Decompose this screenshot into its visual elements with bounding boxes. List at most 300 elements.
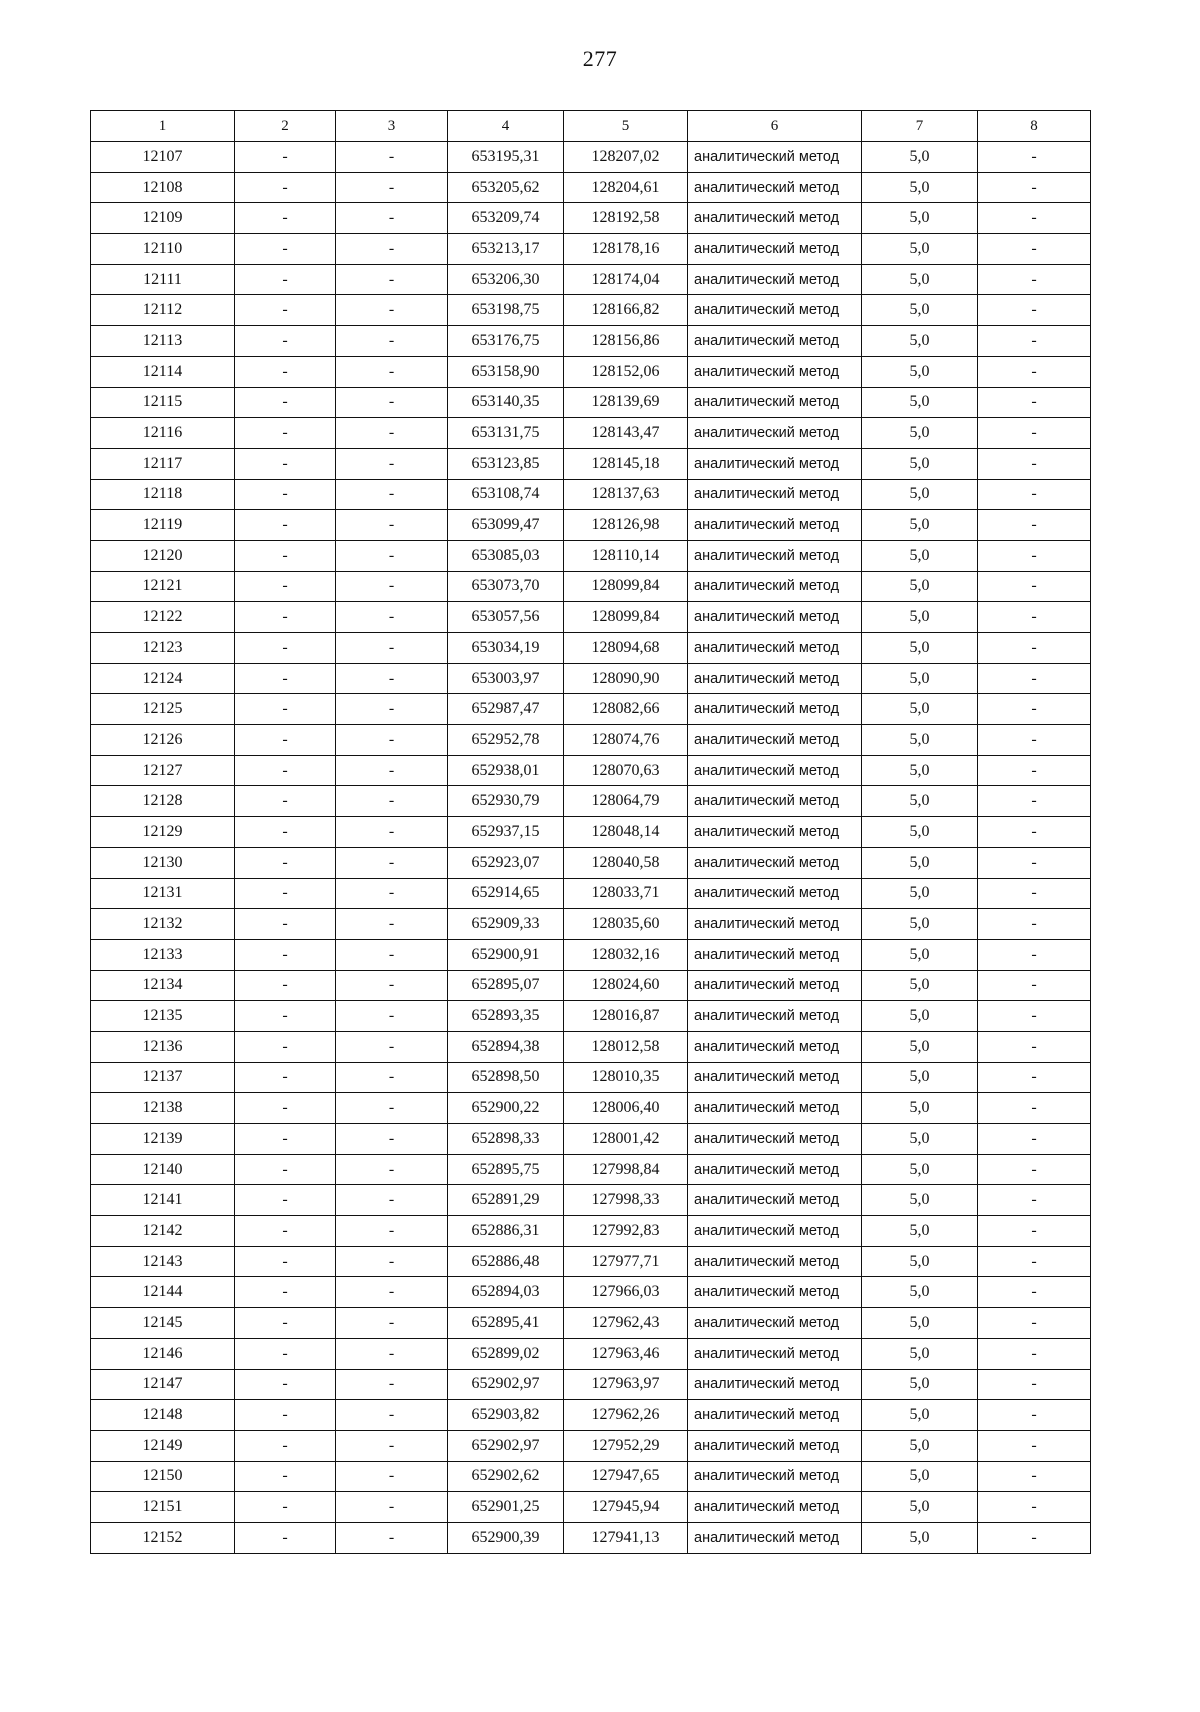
y-coordinate-cell: 128006,40 [564,1093,688,1124]
method-cell: аналитический метод [688,540,862,571]
method-cell: аналитический метод [688,203,862,234]
col3-cell: - [336,725,448,756]
col8-cell: - [978,1031,1091,1062]
col3-cell: - [336,356,448,387]
table-row [91,1522,1091,1553]
point-number-cell: 12134 [91,970,235,1001]
col8-cell: - [978,755,1091,786]
point-number-cell: 12123 [91,633,235,664]
col8-cell: - [978,1369,1091,1400]
accuracy-cell: 5,0 [862,1308,978,1339]
x-coordinate-cell: 652909,33 [448,909,564,940]
accuracy-cell: 5,0 [862,418,978,449]
accuracy-cell: 5,0 [862,725,978,756]
col3-cell: - [336,817,448,848]
col2-cell: - [235,1001,336,1032]
col2-cell: - [235,1522,336,1553]
col8-cell: - [978,1185,1091,1216]
point-number-cell: 12109 [91,203,235,234]
table-row [91,1185,1091,1216]
x-coordinate-cell: 652895,75 [448,1154,564,1185]
method-cell: аналитический метод [688,663,862,694]
col3-cell: - [336,1400,448,1431]
col8-cell: - [978,786,1091,817]
col2-cell: - [235,295,336,326]
col3-cell: - [336,939,448,970]
col3-cell: - [336,1031,448,1062]
table-row [91,663,1091,694]
y-coordinate-cell: 127962,26 [564,1400,688,1431]
accuracy-cell: 5,0 [862,939,978,970]
col2-cell: - [235,725,336,756]
col2-cell: - [235,1185,336,1216]
point-number-cell: 12107 [91,142,235,173]
x-coordinate-cell: 653123,85 [448,448,564,479]
table-row [91,387,1091,418]
table-row [91,1124,1091,1155]
y-coordinate-cell: 128174,04 [564,264,688,295]
x-coordinate-cell: 652938,01 [448,755,564,786]
column-header: 7 [862,111,978,142]
col8-cell: - [978,418,1091,449]
x-coordinate-cell: 653140,35 [448,387,564,418]
col2-cell: - [235,1216,336,1247]
point-number-cell: 12146 [91,1338,235,1369]
x-coordinate-cell: 652900,39 [448,1522,564,1553]
point-number-cell: 12149 [91,1430,235,1461]
col8-cell: - [978,939,1091,970]
y-coordinate-cell: 128016,87 [564,1001,688,1032]
table-row [91,540,1091,571]
column-header: 6 [688,111,862,142]
y-coordinate-cell: 127941,13 [564,1522,688,1553]
col2-cell: - [235,418,336,449]
accuracy-cell: 5,0 [862,264,978,295]
y-coordinate-cell: 127992,83 [564,1216,688,1247]
col2-cell: - [235,1124,336,1155]
col3-cell: - [336,755,448,786]
x-coordinate-cell: 652903,82 [448,1400,564,1431]
col2-cell: - [235,1154,336,1185]
point-number-cell: 12118 [91,479,235,510]
table-row [91,510,1091,541]
col8-cell: - [978,264,1091,295]
table-row [91,633,1091,664]
method-cell: аналитический метод [688,510,862,541]
method-cell: аналитический метод [688,939,862,970]
col2-cell: - [235,1062,336,1093]
point-number-cell: 12151 [91,1492,235,1523]
col3-cell: - [336,602,448,633]
accuracy-cell: 5,0 [862,295,978,326]
point-number-cell: 12129 [91,817,235,848]
table-row [91,847,1091,878]
accuracy-cell: 5,0 [862,1185,978,1216]
point-number-cell: 12143 [91,1246,235,1277]
x-coordinate-cell: 652987,47 [448,694,564,725]
point-number-cell: 12117 [91,448,235,479]
y-coordinate-cell: 128099,84 [564,571,688,602]
col3-cell: - [336,1185,448,1216]
point-number-cell: 12142 [91,1216,235,1247]
accuracy-cell: 5,0 [862,1369,978,1400]
accuracy-cell: 5,0 [862,817,978,848]
x-coordinate-cell: 652886,48 [448,1246,564,1277]
y-coordinate-cell: 128010,35 [564,1062,688,1093]
col3-cell: - [336,142,448,173]
method-cell: аналитический метод [688,1154,862,1185]
y-coordinate-cell: 128126,98 [564,510,688,541]
col8-cell: - [978,571,1091,602]
method-cell: аналитический метод [688,633,862,664]
column-header: 2 [235,111,336,142]
col2-cell: - [235,878,336,909]
col8-cell: - [978,1093,1091,1124]
accuracy-cell: 5,0 [862,1154,978,1185]
x-coordinate-cell: 652895,41 [448,1308,564,1339]
accuracy-cell: 5,0 [862,633,978,664]
x-coordinate-cell: 653198,75 [448,295,564,326]
col3-cell: - [336,1461,448,1492]
col3-cell: - [336,694,448,725]
point-number-cell: 12127 [91,755,235,786]
y-coordinate-cell: 128024,60 [564,970,688,1001]
table-row [91,142,1091,173]
y-coordinate-cell: 128110,14 [564,540,688,571]
x-coordinate-cell: 652900,91 [448,939,564,970]
col8-cell: - [978,356,1091,387]
col3-cell: - [336,1154,448,1185]
table-row [91,1093,1091,1124]
table-row [91,1031,1091,1062]
accuracy-cell: 5,0 [862,510,978,541]
table-row [91,1461,1091,1492]
column-header: 3 [336,111,448,142]
x-coordinate-cell: 653206,30 [448,264,564,295]
coordinates-table [90,110,1091,1554]
method-cell: аналитический метод [688,1369,862,1400]
x-coordinate-cell: 653131,75 [448,418,564,449]
col8-cell: - [978,1338,1091,1369]
point-number-cell: 12141 [91,1185,235,1216]
col8-cell: - [978,1492,1091,1523]
method-cell: аналитический метод [688,1216,862,1247]
y-coordinate-cell: 127966,03 [564,1277,688,1308]
y-coordinate-cell: 127998,84 [564,1154,688,1185]
accuracy-cell: 5,0 [862,1031,978,1062]
method-cell: аналитический метод [688,1185,862,1216]
x-coordinate-cell: 653003,97 [448,663,564,694]
x-coordinate-cell: 652898,33 [448,1124,564,1155]
method-cell: аналитический метод [688,847,862,878]
col3-cell: - [336,1522,448,1553]
table-row [91,1369,1091,1400]
method-cell: аналитический метод [688,1277,862,1308]
y-coordinate-cell: 128143,47 [564,418,688,449]
x-coordinate-cell: 652952,78 [448,725,564,756]
col2-cell: - [235,387,336,418]
accuracy-cell: 5,0 [862,970,978,1001]
x-coordinate-cell: 652894,03 [448,1277,564,1308]
x-coordinate-cell: 652937,15 [448,817,564,848]
col2-cell: - [235,326,336,357]
table-row [91,172,1091,203]
col8-cell: - [978,1400,1091,1431]
y-coordinate-cell: 128001,42 [564,1124,688,1155]
col2-cell: - [235,1277,336,1308]
method-cell: аналитический метод [688,1308,862,1339]
col3-cell: - [336,663,448,694]
point-number-cell: 12150 [91,1461,235,1492]
col2-cell: - [235,1338,336,1369]
col3-cell: - [336,633,448,664]
col8-cell: - [978,1154,1091,1185]
col3-cell: - [336,847,448,878]
col8-cell: - [978,1522,1091,1553]
point-number-cell: 12124 [91,663,235,694]
y-coordinate-cell: 128040,58 [564,847,688,878]
col3-cell: - [336,1246,448,1277]
point-number-cell: 12144 [91,1277,235,1308]
col3-cell: - [336,1216,448,1247]
point-number-cell: 12116 [91,418,235,449]
accuracy-cell: 5,0 [862,1062,978,1093]
point-number-cell: 12121 [91,571,235,602]
accuracy-cell: 5,0 [862,142,978,173]
method-cell: аналитический метод [688,264,862,295]
accuracy-cell: 5,0 [862,234,978,265]
col2-cell: - [235,479,336,510]
method-cell: аналитический метод [688,234,862,265]
table-row [91,234,1091,265]
col3-cell: - [336,970,448,1001]
table-row [91,418,1091,449]
table-row [91,817,1091,848]
accuracy-cell: 5,0 [862,1277,978,1308]
accuracy-cell: 5,0 [862,571,978,602]
x-coordinate-cell: 652899,02 [448,1338,564,1369]
x-coordinate-cell: 653213,17 [448,234,564,265]
col2-cell: - [235,633,336,664]
x-coordinate-cell: 652930,79 [448,786,564,817]
method-cell: аналитический метод [688,817,862,848]
col8-cell: - [978,1308,1091,1339]
accuracy-cell: 5,0 [862,786,978,817]
col2-cell: - [235,142,336,173]
table-row [91,1338,1091,1369]
table-row [91,1430,1091,1461]
x-coordinate-cell: 653195,31 [448,142,564,173]
col3-cell: - [336,203,448,234]
col8-cell: - [978,1430,1091,1461]
x-coordinate-cell: 653176,75 [448,326,564,357]
point-number-cell: 12145 [91,1308,235,1339]
method-cell: аналитический метод [688,571,862,602]
col3-cell: - [336,1124,448,1155]
table-row [91,909,1091,940]
method-cell: аналитический метод [688,1124,862,1155]
method-cell: аналитический метод [688,326,862,357]
col2-cell: - [235,172,336,203]
method-cell: аналитический метод [688,356,862,387]
col3-cell: - [336,1492,448,1523]
col3-cell: - [336,264,448,295]
accuracy-cell: 5,0 [862,602,978,633]
col8-cell: - [978,878,1091,909]
col2-cell: - [235,1093,336,1124]
col8-cell: - [978,1246,1091,1277]
accuracy-cell: 5,0 [862,909,978,940]
point-number-cell: 12130 [91,847,235,878]
col2-cell: - [235,847,336,878]
x-coordinate-cell: 652900,22 [448,1093,564,1124]
table-row [91,571,1091,602]
y-coordinate-cell: 128192,58 [564,203,688,234]
table-row [91,755,1091,786]
col8-cell: - [978,817,1091,848]
table-row [91,1216,1091,1247]
col8-cell: - [978,1001,1091,1032]
method-cell: аналитический метод [688,448,862,479]
col3-cell: - [336,1338,448,1369]
point-number-cell: 12139 [91,1124,235,1155]
method-cell: аналитический метод [688,755,862,786]
method-cell: аналитический метод [688,1430,862,1461]
accuracy-cell: 5,0 [862,356,978,387]
method-cell: аналитический метод [688,878,862,909]
col2-cell: - [235,1461,336,1492]
method-cell: аналитический метод [688,1093,862,1124]
accuracy-cell: 5,0 [862,1461,978,1492]
col2-cell: - [235,356,336,387]
point-number-cell: 12119 [91,510,235,541]
col2-cell: - [235,1492,336,1523]
col3-cell: - [336,234,448,265]
col8-cell: - [978,479,1091,510]
accuracy-cell: 5,0 [862,1522,978,1553]
y-coordinate-cell: 128032,16 [564,939,688,970]
point-number-cell: 12148 [91,1400,235,1431]
table-header-row [91,111,1091,142]
accuracy-cell: 5,0 [862,1492,978,1523]
accuracy-cell: 5,0 [862,203,978,234]
col3-cell: - [336,571,448,602]
x-coordinate-cell: 652895,07 [448,970,564,1001]
y-coordinate-cell: 128152,06 [564,356,688,387]
col2-cell: - [235,510,336,541]
col3-cell: - [336,295,448,326]
y-coordinate-cell: 128082,66 [564,694,688,725]
table-row [91,295,1091,326]
y-coordinate-cell: 128207,02 [564,142,688,173]
col2-cell: - [235,234,336,265]
table-row [91,602,1091,633]
point-number-cell: 12132 [91,909,235,940]
table-row [91,1154,1091,1185]
col3-cell: - [336,448,448,479]
accuracy-cell: 5,0 [862,479,978,510]
col2-cell: - [235,817,336,848]
y-coordinate-cell: 127963,46 [564,1338,688,1369]
x-coordinate-cell: 652914,65 [448,878,564,909]
accuracy-cell: 5,0 [862,663,978,694]
col8-cell: - [978,694,1091,725]
point-number-cell: 12131 [91,878,235,909]
col2-cell: - [235,1308,336,1339]
y-coordinate-cell: 127952,29 [564,1430,688,1461]
col8-cell: - [978,387,1091,418]
col3-cell: - [336,326,448,357]
point-number-cell: 12122 [91,602,235,633]
y-coordinate-cell: 127998,33 [564,1185,688,1216]
y-coordinate-cell: 128204,61 [564,172,688,203]
point-number-cell: 12126 [91,725,235,756]
table-row [91,939,1091,970]
accuracy-cell: 5,0 [862,1093,978,1124]
y-coordinate-cell: 127962,43 [564,1308,688,1339]
x-coordinate-cell: 653085,03 [448,540,564,571]
col3-cell: - [336,172,448,203]
table-row [91,1308,1091,1339]
col2-cell: - [235,1031,336,1062]
method-cell: аналитический метод [688,418,862,449]
x-coordinate-cell: 652898,50 [448,1062,564,1093]
col3-cell: - [336,909,448,940]
method-cell: аналитический метод [688,725,862,756]
col3-cell: - [336,1277,448,1308]
method-cell: аналитический метод [688,1031,862,1062]
accuracy-cell: 5,0 [862,1400,978,1431]
col8-cell: - [978,510,1091,541]
y-coordinate-cell: 128137,63 [564,479,688,510]
y-coordinate-cell: 128064,79 [564,786,688,817]
column-header: 1 [91,111,235,142]
method-cell: аналитический метод [688,1492,862,1523]
col8-cell: - [978,295,1091,326]
y-coordinate-cell: 127945,94 [564,1492,688,1523]
col3-cell: - [336,540,448,571]
col8-cell: - [978,725,1091,756]
col8-cell: - [978,633,1091,664]
table-row [91,356,1091,387]
y-coordinate-cell: 128166,82 [564,295,688,326]
accuracy-cell: 5,0 [862,1216,978,1247]
x-coordinate-cell: 653034,19 [448,633,564,664]
table-row [91,326,1091,357]
col8-cell: - [978,1461,1091,1492]
table-row [91,1246,1091,1277]
col3-cell: - [336,878,448,909]
y-coordinate-cell: 127977,71 [564,1246,688,1277]
method-cell: аналитический метод [688,1338,862,1369]
table-row [91,725,1091,756]
col2-cell: - [235,540,336,571]
x-coordinate-cell: 652894,38 [448,1031,564,1062]
point-number-cell: 12147 [91,1369,235,1400]
accuracy-cell: 5,0 [862,540,978,571]
point-number-cell: 12114 [91,356,235,387]
col8-cell: - [978,1062,1091,1093]
x-coordinate-cell: 652902,97 [448,1430,564,1461]
y-coordinate-cell: 128178,16 [564,234,688,265]
y-coordinate-cell: 128033,71 [564,878,688,909]
col3-cell: - [336,1093,448,1124]
method-cell: аналитический метод [688,1062,862,1093]
table-row [91,694,1091,725]
accuracy-cell: 5,0 [862,1246,978,1277]
accuracy-cell: 5,0 [862,448,978,479]
table-row [91,479,1091,510]
